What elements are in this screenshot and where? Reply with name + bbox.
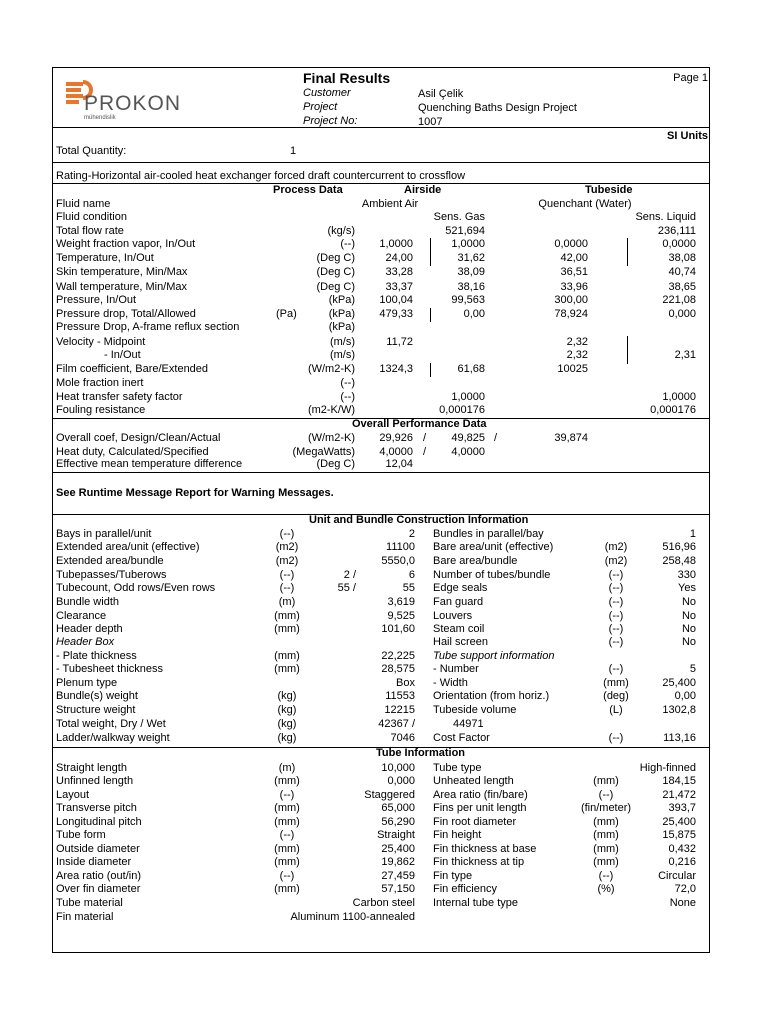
airside-value-2: 99,563 [451,294,485,306]
page-title: Final Results [303,70,391,86]
construction-value: 9,525 [387,610,415,622]
airside-value-2: Sens. Gas [433,211,485,223]
tube-value: High-finned [639,762,696,774]
svg-text:PROKON: PROKON [84,92,182,115]
process-label: Total flow rate [56,225,124,237]
airside-value-1: 1324,3 [379,363,413,375]
process-label: Heat transfer safety factor [56,391,183,403]
construction-label: Bundle(s) weight [56,690,138,702]
performance-label: Overall coef, Design/Clean/Actual [56,432,221,444]
tubeside-value-2: 38,65 [668,281,696,293]
tube-heading: Tube Information [376,747,466,759]
tube-label: Outside diameter [56,843,140,855]
process-label: Pressure, In/Out [56,294,137,306]
construction-value: 113,16 [663,732,696,744]
process-unit: (Deg C) [316,281,355,293]
construction-label: Bare area/bundle [433,555,518,567]
construction-label: Ladder/walkway weight [56,732,170,744]
construction-unit: (mm) [274,663,300,675]
tube-unit: (mm) [593,856,619,868]
tubeside-value-1: 2,32 [566,349,588,361]
construction-unit: (--) [279,569,295,581]
tubeside-value-1: 2,32 [566,336,588,348]
tube-value: 21,472 [662,789,696,801]
tube-label: Fin thickness at tip [433,856,525,868]
tube-value: Circular [658,870,696,882]
tubeside-value-2: 221,08 [662,294,696,306]
tube-unit: (--) [279,789,295,801]
units-label: SI Units [667,130,708,142]
tube-label: Internal tube type [433,897,519,909]
construction-label: Orientation (from horiz.) [433,690,550,702]
construction-unit: (kg) [277,718,297,730]
tube-label: Tube form [56,829,106,841]
project-no-label: Project No: [303,115,358,127]
tubeside-value-2: 0,000176 [650,404,696,416]
project-label: Project [303,101,338,113]
process-label: Fluid condition [56,211,127,223]
process-unit: (--) [340,377,355,389]
construction-value: 6 [408,569,415,581]
tube-label: Fins per unit length [433,802,527,814]
airside-value-2: 38,16 [457,281,485,293]
tubeside-value-2: 236,111 [657,225,696,237]
tube-value: 27,459 [381,870,415,882]
construction-label: Header Box [56,636,115,648]
construction-label: - Tubesheet thickness [56,663,164,675]
airside-value-2: 61,68 [457,363,485,375]
performance-value-1: 29,926 [379,432,413,444]
separator: / [423,446,427,458]
construction-prefix: 55 / [337,582,356,594]
tube-unit: (--) [598,789,614,801]
tube-label: Area ratio (fin/bare) [433,789,528,801]
column-bar [430,308,431,322]
construction-value: 2 [408,528,415,540]
customer-label: Customer [303,87,351,99]
performance-value-2: 49,825 [451,432,485,444]
construction-value: 258,48 [662,555,696,567]
airside-value-1: 100,04 [379,294,413,306]
tube-label: Tube type [433,762,482,774]
performance-unit: (MegaWatts) [292,446,355,458]
construction-unit: (--) [608,596,624,608]
construction-label: Fan guard [433,596,484,608]
process-unit: (kPa) [328,294,355,306]
tubeside-value-2: 40,74 [668,266,696,278]
tube-unit: (%) [597,883,615,895]
construction-unit: (--) [608,623,624,635]
divider [52,127,710,128]
construction-value: 12215 [384,704,415,716]
tube-label: Layout [56,789,90,801]
construction-label: - Number [433,663,479,675]
construction-value: 516,96 [662,541,696,553]
tubeside-value-2: 2,31 [674,349,696,361]
construction-value: No [681,623,696,635]
construction-label: Bare area/unit (effective) [433,541,554,553]
tube-unit: (mm) [274,816,300,828]
tube-label: Tube material [56,897,123,909]
tube-value: 10,000 [381,762,415,774]
construction-label: Clearance [56,610,107,622]
total-quantity-label: Total Quantity: [56,145,127,157]
tubeside-value-2: 38,08 [668,252,696,264]
tube-label: Fin thickness at base [433,843,537,855]
tube-value: 25,400 [381,843,415,855]
airside-value-2: 1,0000 [451,391,485,403]
airside-fluid-name: Ambient Air [361,198,419,210]
column-bar [627,336,628,364]
tubeside-value-1: 78,924 [554,308,588,320]
tube-label: Unheated length [433,775,514,787]
construction-value: 44971 [453,718,484,730]
airside-value-1: 24,00 [385,252,413,264]
construction-value: 22,225 [381,650,415,662]
tubeside-value-2: 0,0000 [662,238,696,250]
tube-value: Carbon steel [352,897,415,909]
tube-value: 19,862 [381,856,415,868]
column-bar [627,238,628,266]
tubeside-value-1: 36,51 [560,266,588,278]
tube-label: Transverse pitch [56,802,137,814]
tube-value: None [669,897,696,909]
tube-unit: (mm) [593,775,619,787]
tubeside-value-2: Sens. Liquid [635,211,696,223]
tube-unit: (mm) [274,843,300,855]
process-unit: (kPa) [328,308,355,320]
tube-value: 184,15 [662,775,696,787]
construction-value: 5550,0 [381,555,415,567]
page-number: Page 1 [673,72,708,84]
construction-label: Total weight, Dry / Wet [56,718,166,730]
svg-text:mühendislik: mühendislik [84,115,116,121]
tube-label: Straight length [56,762,127,774]
construction-unit: (m2) [275,541,299,553]
tube-unit: (mm) [593,829,619,841]
process-label: Velocity - Midpoint [56,336,146,348]
construction-unit: (--) [279,582,295,594]
process-label: Wall temperature, Min/Max [56,281,188,293]
tube-unit: (--) [279,870,295,882]
performance-heading: Overall Performance Data [352,418,487,430]
tube-value: Aluminum 1100-annealed [290,911,415,923]
airside-value-2: 0,00 [463,308,485,320]
construction-unit: (m2) [604,541,628,553]
separator: / [423,432,427,444]
airside-value-2: 0,000176 [439,404,485,416]
construction-label: Tube support information [433,650,555,662]
construction-value: 1 [689,528,696,540]
project-value: Quenching Baths Design Project [418,102,577,114]
tube-unit: (mm) [274,856,300,868]
tube-label: Inside diameter [56,856,132,868]
construction-label: Steam coil [433,623,485,635]
tube-value: 0,432 [668,843,696,855]
airside-value-1: 33,28 [385,266,413,278]
construction-unit: (--) [608,663,624,675]
tube-label: Fin efficiency [433,883,497,895]
customer-value: Asil Çelik [418,88,464,100]
process-label: Temperature, In/Out [56,252,154,264]
construction-unit: (--) [608,610,624,622]
total-quantity-value: 1 [290,145,297,157]
construction-prefix: 2 / [343,569,356,581]
construction-unit: (--) [279,528,295,540]
construction-unit: (kg) [277,690,297,702]
tubeside-value-1: 0,0000 [554,238,588,250]
construction-label: Tubeside volume [433,704,517,716]
tube-label: Fin type [433,870,473,882]
tube-value: 56,290 [381,816,415,828]
tube-value: 15,875 [662,829,696,841]
construction-value: 55 [402,582,415,594]
construction-unit: (--) [608,569,624,581]
construction-value: 5 [689,663,696,675]
tubeside-value-2: 0,000 [668,308,696,320]
performance-value-3: 39,874 [554,432,588,444]
process-unit: (Deg C) [316,252,355,264]
performance-value-1: 4,0000 [379,446,413,458]
construction-label: Bundles in parallel/bay [433,528,544,540]
process-unit: (kPa) [328,321,355,333]
tube-value: 0,216 [668,856,696,868]
tube-unit: (mm) [274,775,300,787]
construction-label: Edge seals [433,582,488,594]
construction-label: Plenum type [56,677,118,689]
construction-value: No [681,636,696,648]
construction-value: No [681,610,696,622]
construction-label: Extended area/unit (effective) [56,541,200,553]
tube-value: Staggered [364,789,415,801]
construction-label: - Width [433,677,468,689]
tube-unit: (mm) [593,843,619,855]
construction-value: Yes [678,582,696,594]
construction-value: 330 [677,569,696,581]
construction-unit: (kg) [277,732,297,744]
divider [52,472,710,473]
tube-label: Over fin diameter [56,883,141,895]
divider [52,162,710,163]
tube-label: Fin height [433,829,482,841]
airside-value-2: 521,694 [445,225,485,237]
tubeside-value-1: 42,00 [560,252,588,264]
tube-value: 0,000 [387,775,415,787]
prokon-logo [64,75,204,125]
construction-value: Box [396,677,415,689]
project-no-value: 1007 [418,116,443,128]
performance-unit: (Deg C) [316,458,355,470]
tube-value: 25,400 [662,816,696,828]
tube-unit: (mm) [593,816,619,828]
tube-unit: (--) [279,829,295,841]
construction-unit: (mm) [274,650,300,662]
construction-value: 1302,8 [662,704,696,716]
construction-value: 25,400 [662,677,696,689]
performance-label: Effective mean temperature difference [56,458,243,470]
tubeside-value-1: 300,00 [554,294,588,306]
tube-label: Longitudinal pitch [56,816,142,828]
column-bar [430,363,431,377]
construction-label: Louvers [433,610,473,622]
process-label: Film coefficient, Bare/Extended [56,363,209,375]
warning-message: See Runtime Message Report for Warning Messages. [56,487,334,499]
process-unit: (Deg C) [316,266,355,278]
construction-value: 42367 / [378,718,415,730]
tubeside-fluid-name: Quenchant (Water) [538,198,632,210]
process-label: Skin temperature, Min/Max [56,266,188,278]
tubeside-value-2: 1,0000 [662,391,696,403]
construction-unit: (mm) [603,677,629,689]
airside-value-1: 11,72 [386,336,413,348]
process-label: - In/Out [104,349,141,361]
process-unit: (--) [340,238,355,250]
tube-value: 72,0 [674,883,696,895]
process-unit: (m/s) [329,349,355,361]
construction-label: Extended area/bundle [56,555,164,567]
airside-value-2: 31,62 [457,252,485,264]
separator: / [494,432,498,444]
column-bar [430,238,431,266]
tube-value: 57,150 [381,883,415,895]
tube-value: 393,7 [668,802,696,814]
tube-label: Fin material [56,911,114,923]
tube-label: Fin root diameter [433,816,517,828]
construction-label: Header depth [56,623,123,635]
tubeside-value-1: 10025 [557,363,588,375]
performance-value-1: 12,04 [385,458,413,470]
process-unit: (W/m2-K) [307,363,355,375]
col-process-data: Process Data [273,184,343,196]
construction-label: Bundle width [56,596,119,608]
airside-value-1: 33,37 [385,281,413,293]
construction-label: Tubecount, Odd rows/Even rows [56,582,216,594]
airside-value-2: 38,09 [457,266,485,278]
construction-unit: (--) [608,732,624,744]
process-label: Mole fraction inert [56,377,144,389]
tube-unit: (mm) [274,802,300,814]
tube-unit: (--) [598,870,614,882]
construction-unit: (m2) [604,555,628,567]
construction-unit: (--) [608,636,624,648]
construction-label: Tubepasses/Tuberows [56,569,167,581]
process-label: Pressure Drop, A-frame reflux section [56,321,240,333]
construction-value: No [681,596,696,608]
construction-label: - Plate thickness [56,650,137,662]
col-airside: Airside [404,184,442,196]
construction-label: Bays in parallel/unit [56,528,152,540]
performance-label: Heat duty, Calculated/Specified [56,446,209,458]
airside-value-2: 1,0000 [451,238,485,250]
construction-value: 0,00 [674,690,696,702]
process-unit: (--) [340,391,355,403]
construction-label: Number of tubes/bundle [433,569,551,581]
construction-value: 7046 [390,732,415,744]
tube-unit: (fin/meter) [580,802,632,814]
process-label: Pressure drop, Total/Allowed [56,308,196,320]
process-label: Fluid name [56,198,111,210]
construction-value: 3,619 [387,596,415,608]
tube-value: 65,000 [381,802,415,814]
construction-heading: Unit and Bundle Construction Information [309,514,529,526]
process-unit: (m/s) [329,336,355,348]
airside-value-1: 1,0000 [379,238,413,250]
tube-label: Area ratio (out/in) [56,870,141,882]
tubeside-value-1: 33,96 [560,281,588,293]
process-unit: (m2-K/W) [307,404,355,416]
construction-unit: (mm) [274,623,300,635]
process-unit-prefix: (Pa) [276,308,297,320]
construction-unit: (kg) [277,704,297,716]
performance-unit: (W/m2-K) [307,432,355,444]
process-label: Fouling resistance [56,404,146,416]
construction-unit: (L) [609,704,623,716]
construction-label: Cost Factor [433,732,490,744]
construction-value: 11100 [386,541,415,553]
construction-unit: (deg) [603,690,629,702]
construction-label: Hail screen [433,636,489,648]
tube-unit: (m) [278,762,296,774]
tube-label: Unfinned length [56,775,134,787]
airside-value-1: 479,33 [379,308,413,320]
construction-value: 28,575 [381,663,415,675]
construction-unit: (mm) [274,610,300,622]
col-tubeside: Tubeside [585,184,633,196]
construction-value: 101,60 [381,623,415,635]
process-unit: (kg/s) [327,225,355,237]
construction-unit: (--) [608,582,624,594]
tube-unit: (mm) [274,883,300,895]
construction-label: Structure weight [56,704,136,716]
construction-unit: (m2) [275,555,299,567]
performance-value-2: 4,0000 [451,446,485,458]
construction-value: 11553 [385,690,415,702]
rating-description: Rating-Horizontal air-cooled heat exchanger forced draft countercurrent to crossflow [56,170,466,182]
tube-value: Straight [377,829,415,841]
construction-unit: (m) [278,596,296,608]
process-label: Weight fraction vapor, In/Out [56,238,196,250]
